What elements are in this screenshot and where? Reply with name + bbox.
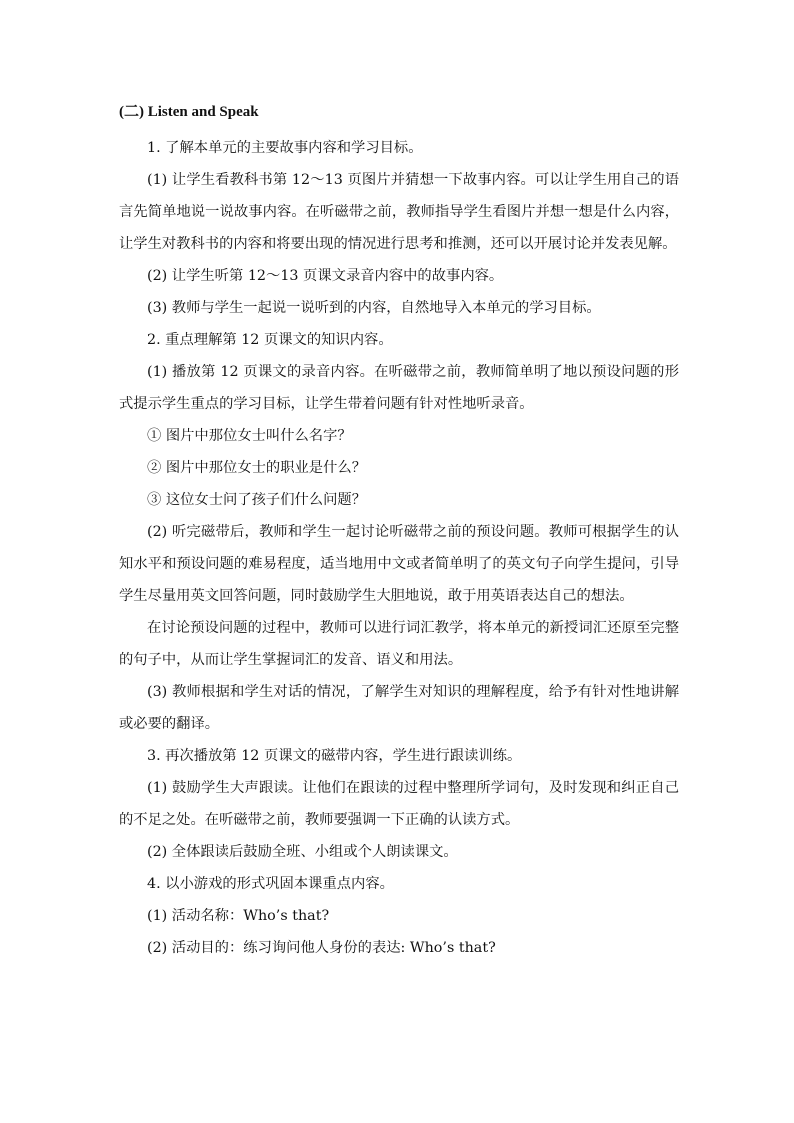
paragraph: (1) 播放第 12 页课文的录音内容。在听磁带之前，教师简单明了地以预设问题的形式提示学生重点的学习目标，让学生带着问题有针对性地听录音。 <box>119 364 679 412</box>
paragraph: (2) 让学生听第 12～13 页课文录音内容中的故事内容。 <box>147 268 504 284</box>
paragraph: (2) 活动目的：练习询问他人身份的表达: Who’s that? <box>147 940 496 956</box>
list-item: ② 图片中那位女士的职业是什么？ <box>147 460 366 476</box>
paragraph: (1) 让学生看教科书第 12～13 页图片并猜想一下故事内容。可以让学生用自己的语言先简单地说一说故事内容。在听磁带之前，教师指导学生看图片并想一想是什么内容，让学生对教科书的内容和将要出现的情况进行思考和推测，还可以开展讨论并发表见解。 <box>119 172 679 252</box>
paragraph: 在讨论预设问题的过程中，教师可以进行词汇教学，将本单元的新授词汇还原至完整的句子中，从而让学生掌握词汇的发音、语义和用法。 <box>119 620 679 668</box>
paragraph: (1) 活动名称：Who’s that? <box>147 908 330 924</box>
paragraph: (2) 听完磁带后，教师和学生一起讨论听磁带之前的预设问题。教师可根据学生的认知水平和预设问题的难易程度，适当地用中文或者简单明了的英文句子向学生提问，引导学生尽量用英文回答问题，同时鼓励学生大胆地说，敢于用英语表达自己的想法。 <box>119 524 679 604</box>
paragraph: 4. 以小游戏的形式巩固本课重点内容。 <box>147 876 394 892</box>
paragraph: (3) 教师根据和学生对话的情况，了解学生对知识的理解程度，给予有针对性地讲解或必要的翻译。 <box>119 684 679 732</box>
paragraph: (3) 教师与学生一起说一说听到的内容，自然地导入本单元的学习目标。 <box>147 300 601 316</box>
paragraph: 2. 重点理解第 12 页课文的知识内容。 <box>147 332 393 348</box>
list-item: ① 图片中那位女士叫什么名字？ <box>147 428 352 444</box>
paragraph: (2) 全体跟读后鼓励全班、小组或个人朗读课文。 <box>147 844 458 860</box>
section-heading: (二) Listen and Speak <box>119 104 259 120</box>
paragraph: 1. 了解本单元的主要故事内容和学习目标。 <box>147 140 423 156</box>
paragraph: (1) 鼓励学生大声跟读。让他们在跟读的过程中整理所学词句，及时发现和纠正自己的不足之处。在听磁带之前，教师要强调一下正确的认读方式。 <box>119 780 679 828</box>
document-page <box>119 100 679 964</box>
paragraph: 3. 再次播放第 12 页课文的磁带内容，学生进行跟读训练。 <box>147 748 522 764</box>
list-item: ③ 这位女士问了孩子们什么问题？ <box>147 492 366 508</box>
